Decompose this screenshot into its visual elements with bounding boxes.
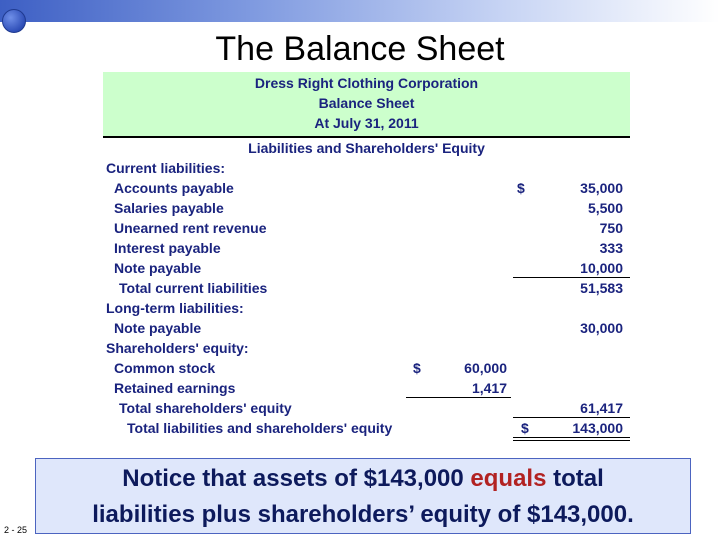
unearned-rent-amount: 750 bbox=[599, 220, 623, 236]
slide-number: 2 - 25 bbox=[4, 525, 28, 535]
salaries-payable-label: Salaries payable bbox=[114, 200, 224, 216]
note-part1: Notice that assets of $143,000 bbox=[122, 465, 471, 492]
note-payable-current-label: Note payable bbox=[114, 260, 202, 276]
statement-name: Balance Sheet bbox=[318, 95, 415, 111]
double-underline-2 bbox=[513, 440, 630, 441]
note-part2: total bbox=[546, 465, 604, 492]
interest-payable-label: Interest payable bbox=[114, 240, 221, 256]
note-box bbox=[35, 458, 691, 534]
retained-earnings-label: Retained earnings bbox=[114, 380, 236, 396]
total-liab-equity-dollar: $ bbox=[521, 420, 529, 436]
slide-title: The Balance Sheet bbox=[215, 30, 505, 68]
note-payable-lt-amount: 30,000 bbox=[580, 320, 623, 336]
total-current-amount: 51,583 bbox=[580, 280, 623, 296]
common-stock-dollar: $ bbox=[413, 360, 421, 376]
company-name: Dress Right Clothing Corporation bbox=[254, 75, 479, 91]
common-stock-label: Common stock bbox=[114, 360, 216, 376]
current-liabilities-heading: Current liabilities: bbox=[106, 160, 226, 176]
equity-underline bbox=[406, 397, 511, 398]
note-highlight: equals bbox=[470, 465, 547, 492]
section-title: Liabilities and Shareholders' Equity bbox=[248, 140, 485, 156]
long-term-heading: Long-term liabilities: bbox=[106, 300, 244, 316]
top-banner bbox=[0, 0, 720, 22]
total-equity-label: Total shareholders' equity bbox=[119, 400, 292, 416]
note-line-1 bbox=[36, 461, 690, 497]
total-liab-equity-amount: 143,000 bbox=[572, 420, 623, 436]
accounts-payable-dollar: $ bbox=[517, 180, 525, 196]
retained-earnings-amount: 1,417 bbox=[471, 380, 507, 396]
salaries-payable-amount: 5,500 bbox=[587, 200, 623, 216]
subtotal-underline bbox=[513, 277, 630, 278]
statement-date: At July 31, 2011 bbox=[314, 115, 419, 131]
accounts-payable-label: Accounts payable bbox=[114, 180, 234, 196]
note-payable-current-amount: 10,000 bbox=[580, 260, 623, 276]
interest-payable-amount: 333 bbox=[599, 240, 623, 256]
note-payable-lt-label: Note payable bbox=[114, 320, 202, 336]
sheet-header bbox=[103, 72, 630, 138]
common-stock-amount: 60,000 bbox=[464, 360, 507, 376]
equity-heading: Shareholders' equity: bbox=[106, 340, 249, 356]
accounts-payable-amount: 35,000 bbox=[580, 180, 623, 196]
total-top-underline bbox=[513, 417, 630, 418]
total-liab-equity-label: Total liabilities and shareholders' equity bbox=[127, 420, 393, 436]
total-equity-amount: 61,417 bbox=[580, 400, 623, 416]
unearned-rent-label: Unearned rent revenue bbox=[114, 220, 267, 236]
note-line-2: liabilities plus shareholders’ equity of $143,000. bbox=[92, 501, 634, 528]
total-current-label: Total current liabilities bbox=[119, 280, 268, 296]
balance-sheet bbox=[103, 72, 630, 440]
double-underline-1 bbox=[513, 437, 630, 438]
